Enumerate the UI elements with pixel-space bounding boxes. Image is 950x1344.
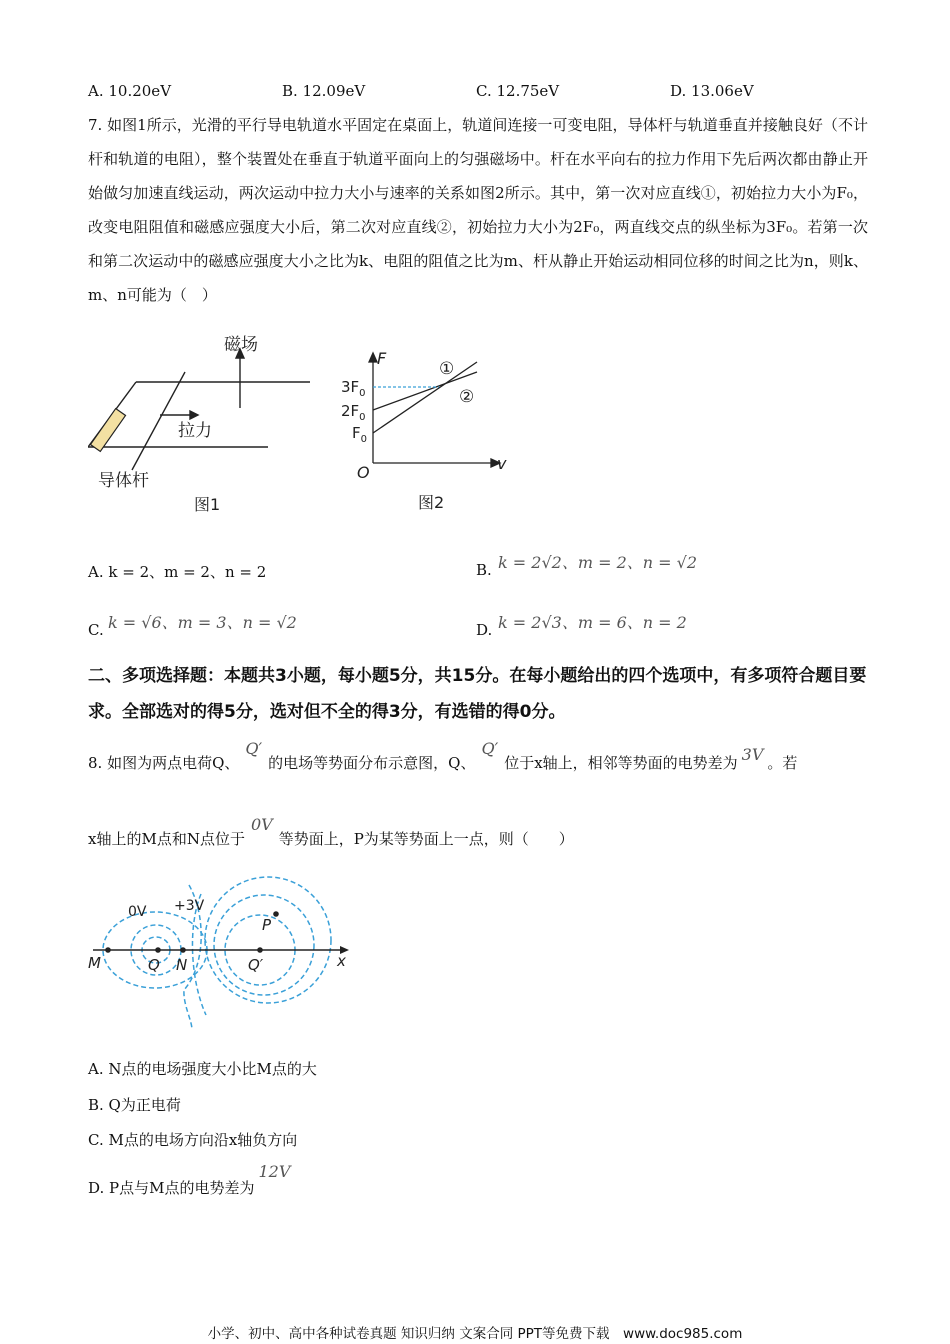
tick-f0: $F_0$ [352, 424, 368, 445]
point-n [180, 947, 186, 953]
tick-3f0: $3F_0$ [341, 378, 366, 399]
potential-diff-value: 3V [741, 745, 764, 764]
section-2-heading: 二、多项选择题：本题共3小题，每小题5分，共15分。在每小题给出的四个选项中，有多项符合题目要求。全部选对的得5分，选对但不全的得3分，有选错的得0分。 [88, 666, 867, 722]
q7-option-d-formula: k = 2√3、m = 6、n = 2 [498, 613, 687, 632]
figure-2-caption: 图2 [418, 493, 445, 512]
q8-option-b: B. Q为正电荷 [88, 1096, 181, 1114]
equipotential-qprime-3 [205, 877, 331, 1003]
equipotential-qprime-2 [214, 895, 314, 995]
q7-question-text: 7. 如图1所示，光滑的平行导电轨道水平固定在桌面上，轨道间连接一可变电阻，导体杆与轨道垂直并接触良好（不计杆和轨道的电阻），整个装置处在垂直于轨道平面向上的匀强磁场中。杆在水平向右的拉力作用下先后两次都由静止开始做匀加速直线运动，两次运动中拉力大小与速率的关系如图2所示。其中，第一次对应直线①，初始拉力大小为F₀，改变电阻阻值和磁感应强度大小后，第二次对应直线②，初始拉力大小为2F₀，两直线交点的纵坐标为3F₀。若第一次和第二次运动中的磁感应强度大小之比为k、电阻的阻值之比为m、杆从静止开始运动相同位移的时间之比为n，则k、m、n可能为（ ） [88, 116, 868, 304]
q8-option-d: D. P点与M点的电势差为12V [88, 1162, 291, 1197]
q7-figure-1 [88, 330, 328, 520]
q8-option-d-value: 12V [258, 1162, 291, 1181]
figure-1-caption: 图1 [194, 495, 221, 514]
q7-option-c-formula: k = √6、m = 3、n = √2 [108, 613, 297, 632]
label-m: M [88, 954, 101, 972]
q6-option-a: A. 10.20eV [88, 82, 172, 100]
point-m [105, 947, 111, 953]
force-label: 拉力 [178, 421, 212, 441]
x-axis-label: v [497, 454, 507, 473]
label-x: x [337, 952, 346, 970]
q8-option-c: C. M点的电场方向沿x轴负方向 [88, 1131, 298, 1149]
q6-option-c: C. 12.75eV [476, 82, 560, 100]
y-axis-label: F [377, 350, 387, 368]
label-plus-3v: +3V [174, 898, 205, 914]
origin-label: O [357, 463, 370, 482]
point-q [155, 947, 161, 953]
q-prime-symbol: Q′ [245, 739, 263, 758]
point-q-prime [257, 947, 263, 953]
label-n: N [176, 956, 188, 974]
q7-option-b-formula: k = 2√2、m = 2、n = √2 [498, 553, 698, 572]
q7-figure-2 [335, 350, 515, 520]
q8-line-1: 8. 如图为两点电荷Q、Q′的电场等势面分布示意图，Q、Q′位于x轴上，相邻等势面的电势差为 3V 。若 [88, 739, 798, 772]
point-p [273, 911, 279, 917]
q6-option-b: B. 12.09eV [282, 82, 366, 100]
rod-label: 导体杆 [98, 471, 149, 491]
tick-2f0: $2F_0$ [341, 402, 366, 423]
q8-option-a: A. N点的电场强度大小比M点的大 [88, 1060, 317, 1078]
q7-option-c-letter: C. [88, 621, 104, 639]
q8-line-2: x轴上的M点和N点位于0V等势面上，P为某等势面上一点，则（ ） [88, 815, 574, 848]
page-footer: 小学、初中、高中各种试卷真题 知识归纳 文案合同 PPT等免费下载 www.doc985.com [207, 1326, 743, 1342]
q7-option-a: A. k = 2、m = 2、n = 2 [88, 563, 267, 581]
label-p: P [262, 916, 272, 934]
line-1-label: ① [439, 359, 455, 379]
resistor [90, 409, 125, 452]
zero-potential-value: 0V [250, 815, 273, 834]
label-q: Q [148, 956, 160, 974]
q7-option-b-letter: B. [476, 561, 492, 579]
q6-option-d: D. 13.06eV [670, 82, 754, 100]
label-q-prime: Q′ [248, 956, 264, 974]
label-0v: 0V [128, 904, 147, 920]
line-2-label: ② [459, 387, 475, 407]
field-label: 磁场 [224, 335, 258, 355]
q8-equipotential-figure [88, 870, 368, 1040]
q7-option-d-letter: D. [476, 621, 493, 639]
